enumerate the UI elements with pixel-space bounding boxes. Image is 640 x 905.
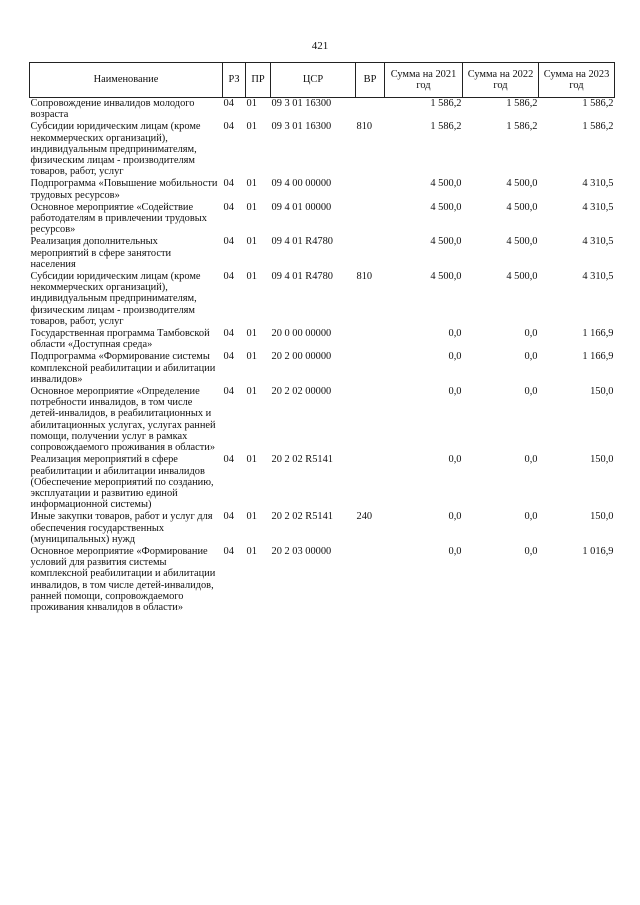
table-row <box>30 271 615 328</box>
cell-vr <box>356 202 385 237</box>
cell-name: Иные закупки товаров, работ и услуг для обеспечения государственных (муниципальных) нужд <box>30 511 213 545</box>
table-header <box>30 63 615 98</box>
cell-csr: 20 2 02 R5141 <box>271 454 333 466</box>
cell-vr <box>356 98 385 122</box>
cell-pr: 01 <box>246 545 257 557</box>
cell-sum-2023: 1 166,9 <box>582 351 614 363</box>
cell-pr: 01 <box>246 271 257 283</box>
cell-pr: 01 <box>246 511 257 523</box>
header-sum-2022: Сумма на 2022 год <box>463 63 539 98</box>
cell-sum-2022: 0,0 <box>524 545 538 557</box>
cell-csr: 20 2 02 00000 <box>271 386 332 398</box>
cell-csr: 09 3 01 16300 <box>271 121 332 133</box>
cell-sum-2023: 4 310,5 <box>582 236 614 248</box>
cell-vr <box>356 546 385 614</box>
cell-sum-2023: 4 310,5 <box>582 201 614 213</box>
cell-rz: 04 <box>223 121 234 133</box>
cell-vr <box>356 454 385 511</box>
cell-sum-2021: 1 586,2 <box>430 121 462 133</box>
cell-sum-2021: 0,0 <box>448 511 462 523</box>
cell-sum-2021: 1 586,2 <box>430 98 462 109</box>
table-row <box>30 236 615 271</box>
cell-sum-2023: 4 310,5 <box>582 178 614 190</box>
cell-sum-2021: 4 500,0 <box>430 271 462 283</box>
cell-rz: 04 <box>223 454 234 466</box>
cell-sum-2022: 0,0 <box>524 454 538 466</box>
cell-vr: 240 <box>356 511 373 523</box>
cell-pr: 01 <box>246 328 257 340</box>
cell-rz: 04 <box>223 201 234 213</box>
table-row <box>30 351 615 386</box>
header-sum-2021: Сумма на 2021 год <box>385 63 463 98</box>
header-sum-2023: Сумма на 2023 год <box>539 63 615 98</box>
cell-sum-2023: 1 166,9 <box>582 328 614 340</box>
cell-sum-2022: 1 586,2 <box>506 121 538 133</box>
cell-vr: 810 <box>356 271 373 283</box>
table-row <box>30 202 615 237</box>
cell-pr: 01 <box>246 98 257 109</box>
cell-pr: 01 <box>246 121 257 133</box>
cell-sum-2022: 4 500,0 <box>506 201 538 213</box>
cell-sum-2022: 0,0 <box>524 351 538 363</box>
header-vr: ВР <box>356 63 385 98</box>
cell-pr: 01 <box>246 351 257 363</box>
cell-sum-2023: 150,0 <box>590 511 614 523</box>
cell-sum-2023: 1 586,2 <box>582 121 614 133</box>
cell-vr <box>356 386 385 454</box>
cell-vr <box>356 236 385 271</box>
cell-rz: 04 <box>223 386 234 398</box>
cell-csr: 09 4 00 00000 <box>271 178 332 190</box>
cell-name: Основное мероприятие «Определение потребности инвалидов, в том числе детей-инвалидов, в реабилитационных и абилитационных услугах, услугах ранней помощи, получении услуг в рамках сопровождаемого проживания в области» <box>30 386 216 454</box>
cell-vr: 810 <box>356 121 373 133</box>
cell-csr: 20 2 00 00000 <box>271 351 332 363</box>
table-row <box>30 178 615 201</box>
cell-name: Субсидии юридическим лицам (кроме некоммерческих организаций), индивидуальным предпринимателям, физическим лицам - производителям товаров, работ, услуг <box>30 121 201 178</box>
cell-sum-2021: 0,0 <box>448 386 462 398</box>
table-row <box>30 98 615 122</box>
cell-sum-2021: 4 500,0 <box>430 236 462 248</box>
cell-rz: 04 <box>223 178 234 190</box>
cell-sum-2021: 4 500,0 <box>430 178 462 190</box>
cell-pr: 01 <box>246 454 257 466</box>
cell-csr: 09 4 01 R4780 <box>271 236 333 248</box>
cell-pr: 01 <box>246 201 257 213</box>
table-body <box>30 98 615 615</box>
cell-rz: 04 <box>223 98 234 109</box>
cell-sum-2022: 0,0 <box>524 386 538 398</box>
cell-csr: 09 3 01 16300 <box>271 98 332 109</box>
cell-sum-2021: 4 500,0 <box>430 201 462 213</box>
cell-sum-2021: 0,0 <box>448 351 462 363</box>
table-row <box>30 121 615 178</box>
cell-vr <box>356 351 385 386</box>
cell-sum-2021: 0,0 <box>448 545 462 557</box>
cell-name: Подпрограмма «Формирование системы комплексной реабилитации и абилитации инвалидов» <box>30 351 216 385</box>
cell-pr: 01 <box>246 178 257 190</box>
cell-csr: 20 2 03 00000 <box>271 545 332 557</box>
cell-sum-2022: 1 586,2 <box>506 98 538 109</box>
cell-rz: 04 <box>223 351 234 363</box>
cell-name: Сопровождение инвалидов молодого возраста <box>30 98 195 121</box>
header-csr: ЦСР <box>271 63 356 98</box>
cell-name: Реализация мероприятий в сфере реабилитации и абилитации инвалидов (Обеспечение мероприятий по созданию, эксплуатации и развитию единой информационной системы) <box>30 454 214 511</box>
cell-csr: 20 2 02 R5141 <box>271 511 333 523</box>
cell-sum-2023: 150,0 <box>590 386 614 398</box>
cell-name: Подпрограмма «Повышение мобильности трудовых ресурсов» <box>30 178 218 201</box>
budget-table <box>29 62 615 614</box>
table-row <box>30 511 615 546</box>
cell-sum-2022: 4 500,0 <box>506 178 538 190</box>
cell-sum-2021: 0,0 <box>448 454 462 466</box>
cell-sum-2023: 1 586,2 <box>582 98 614 109</box>
cell-name: Реализация дополнительных мероприятий в сфере занятости населения <box>30 236 172 270</box>
cell-sum-2023: 1 016,9 <box>582 545 614 557</box>
cell-sum-2022: 4 500,0 <box>506 236 538 248</box>
cell-rz: 04 <box>223 328 234 340</box>
cell-rz: 04 <box>223 271 234 283</box>
table-row <box>30 386 615 454</box>
header-name: Наименование <box>30 63 223 98</box>
cell-name: Субсидии юридическим лицам (кроме некоммерческих организаций), индивидуальным предпринимателям, физическим лицам - производителям товаров, работ, услуг <box>30 271 201 327</box>
page-number: 421 <box>311 40 329 52</box>
cell-csr: 09 4 01 R4780 <box>271 271 333 283</box>
header-rz: РЗ <box>223 63 246 98</box>
cell-pr: 01 <box>246 386 257 398</box>
table-row <box>30 546 615 614</box>
cell-rz: 04 <box>223 511 234 523</box>
cell-sum-2022: 0,0 <box>524 511 538 523</box>
header-pr: ПР <box>246 63 271 98</box>
cell-sum-2022: 0,0 <box>524 328 538 340</box>
cell-sum-2022: 4 500,0 <box>506 271 538 283</box>
table-row <box>30 454 615 511</box>
cell-rz: 04 <box>223 545 234 557</box>
cell-sum-2021: 0,0 <box>448 328 462 340</box>
cell-vr <box>356 328 385 351</box>
cell-sum-2023: 4 310,5 <box>582 271 614 283</box>
cell-vr <box>356 178 385 201</box>
table-row <box>30 328 615 351</box>
cell-sum-2023: 150,0 <box>590 454 614 466</box>
cell-name: Основное мероприятие «Содействие работодателям в привлечении трудовых ресурсов» <box>30 201 207 236</box>
cell-rz: 04 <box>223 236 234 248</box>
cell-name: Основное мероприятие «Формирование условий для развития системы комплексной реабилитации и абилитации инвалидов, в том числе детей-инвалидов, ранней помощи, сопровождаемого проживания кнвалидов в области» <box>30 545 216 613</box>
cell-name: Государственная программа Тамбовской области «Доступная среда» <box>30 328 210 351</box>
cell-csr: 20 0 00 00000 <box>271 328 332 340</box>
cell-csr: 09 4 01 00000 <box>271 201 332 213</box>
cell-pr: 01 <box>246 236 257 248</box>
